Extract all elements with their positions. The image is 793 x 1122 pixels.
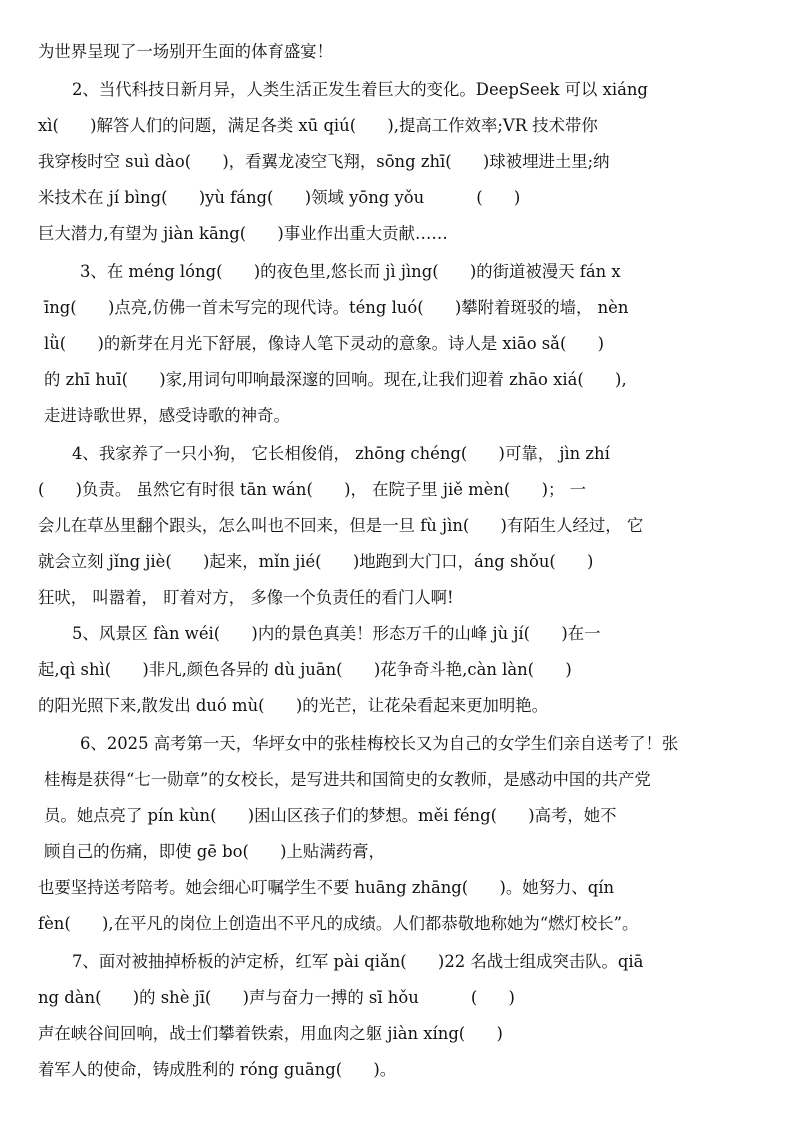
text-line [0, 550, 793, 574]
text-line [0, 332, 793, 356]
line-text: ng dàn( )的 shè jī( )声与奋力一搏的 sī hǒu ( ) [38, 988, 515, 1007]
text-line [0, 222, 793, 246]
question-7-line [0, 950, 793, 974]
question-4-line [0, 442, 793, 466]
text-line [0, 768, 793, 792]
text-line [0, 912, 793, 936]
question-5-line [0, 622, 793, 646]
text-line [0, 986, 793, 1010]
line-text: īng( )点亮,仿佛一首未写完的现代诗。téng luó( )攀附着斑驳的墙， nèn [44, 298, 629, 317]
text-line [0, 694, 793, 718]
line-text: 米技术在 jí bìng( )yù fáng( )领域 yōng yǒu ( ) [38, 188, 521, 207]
line-text: 2、当代科技日新月异，人类生活正发生着巨大的变化。DeepSeek 可以 xiáng [72, 80, 648, 99]
text-line [0, 1058, 793, 1082]
line-text: 的阳光照下来,散发出 duó mù( )的光芒，让花朵看起来更加明艳。 [38, 696, 549, 715]
line-text: 4、我家养了一只小狗， 它长相俊俏， zhōng chéng( )可靠， jìn zhí [72, 444, 610, 463]
text-line [0, 296, 793, 320]
line-text: 着军人的使命，铸成胜利的 róng guāng( )。 [38, 1060, 397, 1079]
text-line [0, 404, 793, 428]
line-text: ( )负责。 虽然它有时很 tān wán( )， 在院子里 jiě mèn( )； 一 [38, 480, 586, 499]
line-text: xì( )解答人们的问题，满足各类 xū qiú( ),提高工作效率;VR 技术带你 [38, 116, 598, 135]
text-line [0, 804, 793, 828]
line-text: 6、2025 高考第一天，华坪女中的张桂梅校长又为自己的女学生们亲自送考了！张 [80, 734, 679, 753]
line-text: 也要坚持送考陪考。她会细心叮嘱学生不要 huāng zhāng( )。她努力、qín [38, 878, 615, 897]
text-line [0, 514, 793, 538]
line-text: 走进诗歌世界，感受诗歌的神奇。 [44, 406, 290, 425]
line-text: 员。她点亮了 pín kùn( )困山区孩子们的梦想。měi féng( )高考，她不 [44, 806, 617, 825]
line-text: fèn( ),在平凡的岗位上创造出不平凡的成绩。人们都恭敬地称她为“燃灯校长”。 [38, 914, 639, 933]
line-text: 会儿在草丛里翻个跟头，怎么叫也不回来，但是一旦 fù jìn( )有陌生人经过， 它 [38, 516, 644, 535]
text-line [0, 114, 793, 138]
line-text: 7、面对被抽掉桥板的泸定桥，红军 pài qiǎn( )22 名战士组成突击队。qiā [72, 952, 644, 971]
text-line [0, 368, 793, 392]
line-text: 5、风景区 fàn wéi( )内的景色真美！形态万千的山峰 jù jí( )在一 [72, 624, 601, 643]
line-text: 我穿梭时空 suì dào( )，看翼龙凌空飞翔，sōng zhī( )球被埋进土里;纳 [38, 152, 610, 171]
line-text: 声在峡谷间回响，战士们攀着铁索，用血肉之躯 jiàn xíng( ) [38, 1024, 503, 1043]
text-line [0, 150, 793, 174]
text-line [0, 478, 793, 502]
line-text: 的 zhī huī( )家,用词句叩响最深邃的回响。现在,让我们迎着 zhāo xiá( ), [44, 370, 627, 389]
question-3-line [0, 260, 793, 284]
text-line [0, 840, 793, 864]
text-line [0, 586, 793, 610]
line-text: 起,qì shì( )非凡,颜色各异的 dù juān( )花争奇斗艳,càn làn( ) [38, 660, 572, 679]
line-text: 3、在 méng lóng( )的夜色里,悠长而 jì jìng( )的街道被漫天 fán x [80, 262, 621, 281]
line-text: lǜ( )的新芽在月光下舒展，像诗人笔下灵动的意象。诗人是 xiāo sǎ( ) [44, 334, 605, 353]
text-line [0, 658, 793, 682]
line-text: 顾自己的伤痛，即使 gē bo( )上贴满药膏， [44, 842, 385, 861]
question-6-line [0, 732, 793, 756]
line-text: 就会立刻 jǐng jiè( )起来，mǐn jié( )地跑到大门口，áng shǒu( ) [38, 552, 594, 571]
text-line [0, 40, 793, 64]
text-line [0, 1022, 793, 1046]
line-text: 狂吠， 叫嚣着， 盯着对方， 多像一个负责任的看门人啊! [38, 588, 454, 607]
text-line [0, 186, 793, 210]
line-text: 为世界呈现了一场别开生面的体育盛宴！ [38, 42, 334, 61]
line-text: 巨大潜力,有望为 jiàn kāng( )事业作出重大贡献…… [38, 224, 448, 243]
question-2-line [0, 78, 793, 102]
text-line [0, 876, 793, 900]
line-text: 桂梅是获得“七一勋章”的女校长，是写进共和国简史的女教师，是感动中国的共产党 [44, 770, 651, 789]
